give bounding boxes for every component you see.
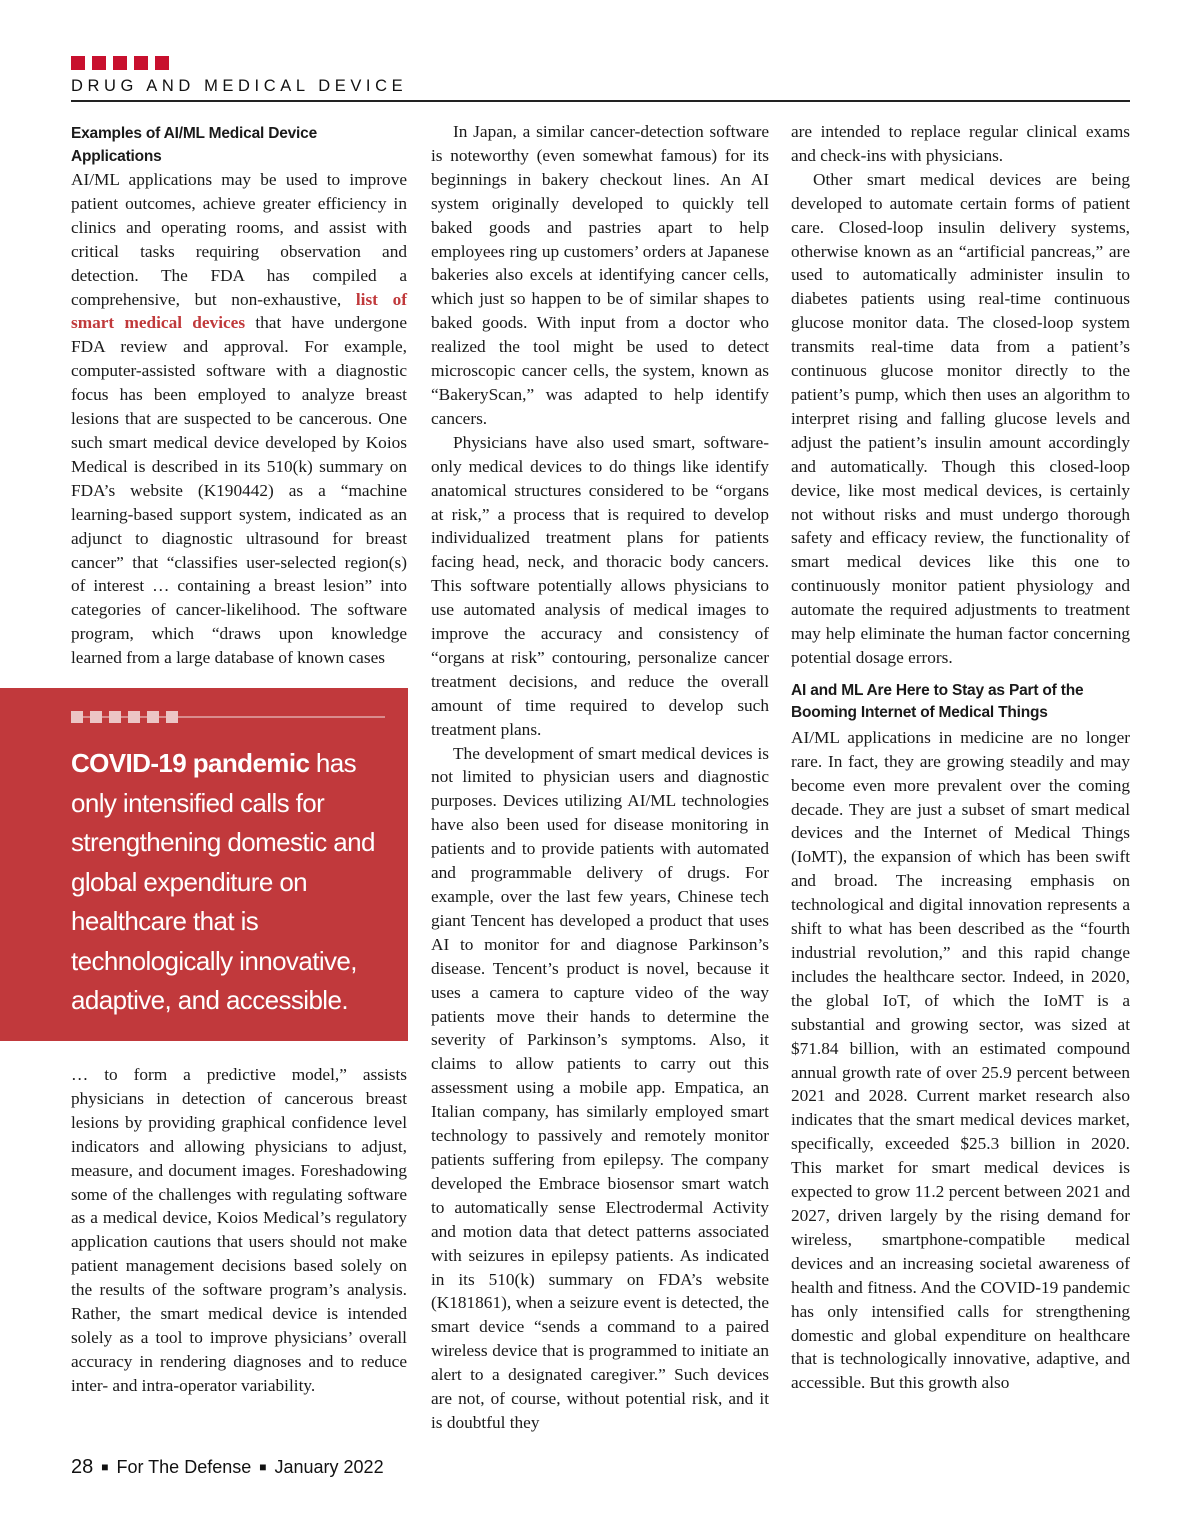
paragraph: Other smart medical devices are being developed to automate certain forms of patient care. Closed-loop insulin delivery systems, otherwise known as an “artificial pancreas,” are used to automatically administer insulin to diabetes patients using real-time continuous glucose monitor data. The closed-loop system transmits real-time data from a patient’s continuous glucose monitor directly to the patient’s pump, which then uses an algorithm to interpret rising and falling glucose levels and adjust the patient’s insulin amount accordingly and automatically. Though this closed-loop device, like most medical devices, is certainly not without risks and must undergo thorough safety and efficacy review, the functionality of smart medical devices like this one to continuously monitor patient physiology and automate the required adjustments to treatment may help eliminate the human factor concerning potential dosage errors. bbox=[791, 169, 1130, 667]
smart-devices-list-link[interactable]: list of smart medical devices bbox=[71, 289, 407, 333]
issue-date: January 2022 bbox=[274, 1457, 384, 1477]
subheading: Examples of AI/ML Medical Device Applications bbox=[71, 125, 317, 165]
header-rule bbox=[71, 100, 1130, 102]
paragraph: AI/ML applications in medicine are no longer rare. In fact, they are growing steadily and may become even more prevalent over the coming decade. They are just a subset of smart medical devices and the Internet of Medical Things (IoMT), the expansion of which has been swift and broad. The increasing emphasis on technological and digital innovation represents a shift to what has been described as the “fourth industrial revolution,” and this rapid change includes the healthcare sector. Indeed, in 2020, the global IoT, of which the IoMT is a substantial and growing sector, was sized at $71.84 billion, with an estimated compound annual growth rate of over 25.9 percent between 2021 and 2028. Current market research also indicates that the smart medical devices market, specifically, exceeded $25.3 billion in 2020. This market for smart medical devices is expected to grow 11.2 percent between 2021 and 2027, driven largely by the rising demand for wireless, smartphone-compatible medical devices and an increasing societal awareness of health and fitness. And the COVID-19 pandemic has only intensified calls for strengthening domestic and global expenditure on healthcare that is technologically innovative, adaptive, and accessible. But this growth also bbox=[791, 727, 1130, 1393]
publication-name: For The Defense bbox=[116, 1457, 252, 1477]
paragraph: … to form a predictive model,” assists physicians in detection of cancerous breast lesions by providing graphical confidence level indicators and allowing physicians to adjust, measure, and document images. Foreshadowing some of the challenges with regulating software as a medical device, Koios Medical’s regulatory application cautions that users should not make patient management decisions based solely on the results of the software program’s analysis. Rather, the smart medical device is intended solely as a tool to improve physicians’ overall accuracy in rendering diagnoses and to reduce inter- and intra-operator variability. bbox=[71, 1065, 407, 1395]
pull-quote-emphasis: COVID-19 pandemic bbox=[71, 748, 310, 778]
section-marker-squares bbox=[71, 56, 169, 70]
section-title: DRUG AND MEDICAL DEVICE bbox=[71, 77, 408, 95]
paragraph-text: AI/ML applications may be used to improve patient outcomes, achieve greater efficiency in clinics and operating rooms, and assist with critical tasks requiring observation and detection. The FDA has compiled a comprehensive, but non-exhaustive, bbox=[71, 170, 407, 309]
page-footer bbox=[71, 1456, 384, 1479]
page-number: 28 bbox=[71, 1456, 94, 1478]
marker-square bbox=[134, 56, 148, 70]
article-column-3 bbox=[791, 120, 1130, 1395]
paragraph: The development of smart medical devices is not limited to physician users and diagnostic purposes. Devices utilizing AI/ML technologies have also been used for disease monitoring in patients and to provide patients with automated and programmable delivery of drugs. For example, over the last few years, Chinese tech giant Tencent has developed a product that uses AI to monitor for and diagnose Parkinson’s disease. Tencent’s product is novel, because it uses a camera to capture video of the way patients move their hands to determine the severity of Parkinson’s symptoms. Also, it claims to allow patients to carry out this assessment using a mobile app. Empatica, an Italian company, has similarly employed smart technology to passively and remotely monitor patients suffering from epilepsy. The company developed the Embrace biosensor smart watch to automatically sense Electrodermal Activity and motion data that detect patterns associated with seizures in epilepsy patients. As indicated in its 510(k) summary on FDA’s website (K181861), when a seizure event is detected, the smart device “sends a command to a paired wireless device that is programmed to initiate an alert to a designated caregiver.” Such devices are not, of course, without potential risk, and it is doubtful they bbox=[431, 743, 769, 1432]
paragraph-text: that have undergone FDA review and approval. For example, computer-assisted software with a diagnostic focus has been employed to analyze breast lesions that are suspected to be cancerous. One such smart medical device developed by Koios Medical is described in its 510(k) summary on FDA’s website (K190442) as a “machine learning-based support system, indicated as an adjunct to diagnostic ultrasound for breast cancer” that “classifies user-selected region(s) of interest … containing a breast lesion” into categories of cancer-likelihood. The software program, which “draws upon knowledge learned from a large database of known cases bbox=[71, 313, 407, 668]
marker-square bbox=[113, 56, 127, 70]
marker-square bbox=[71, 56, 85, 70]
subheading: AI and ML Are Here to Stay as Part of the Booming Internet of Medical Things bbox=[791, 681, 1084, 722]
article-column-1 bbox=[71, 123, 407, 670]
paragraph bbox=[71, 168, 407, 670]
article-column-1-continued bbox=[71, 1063, 407, 1398]
bullet-separator: ■ bbox=[101, 1460, 109, 1474]
bullet-separator: ■ bbox=[259, 1460, 267, 1474]
paragraph: are intended to replace regular clinical exams and check-ins with physicians. bbox=[791, 122, 1130, 165]
pull-quote-text bbox=[71, 744, 401, 1021]
pull-quote-decoration bbox=[71, 711, 385, 723]
pull-quote bbox=[0, 688, 408, 1041]
paragraph: In Japan, a similar cancer-detection software is noteworthy (even somewhat famous) for its beginnings in bakery checkout lines. An AI system originally developed to quickly tell baked goods and pastries apart to help employees ring up customers’ orders at Japanese bakeries also excels at identifying cancer cells, which just so happen to be of similar shapes to baked goods. With input from a doctor who realized the tool might be used to detect microscopic cancer cells, the system, known as “BakeryScan,” was adapted to help identify cancers. bbox=[431, 122, 769, 428]
article-column-2 bbox=[431, 120, 769, 1435]
paragraph: Physicians have also used smart, software-only medical devices to do things like identify anatomical structures considered to be “organs at risk,” a process that is required to develop individualized treatment plans for patients facing head, neck, and thoracic body cancers. This software potentially allows physicians to use automated analysis of medical images to improve the accuracy and consistency of “organs at risk” contouring, personalize cancer treatment decisions, and reduce the overall amount of time required to develop such treatment plans. bbox=[431, 432, 769, 739]
marker-square bbox=[92, 56, 106, 70]
pull-quote-body: has only intensified calls for strengthening domestic and global expenditure on healthcare that is technologically innovative, adaptive, and accessible. bbox=[71, 748, 375, 1015]
marker-square bbox=[155, 56, 169, 70]
